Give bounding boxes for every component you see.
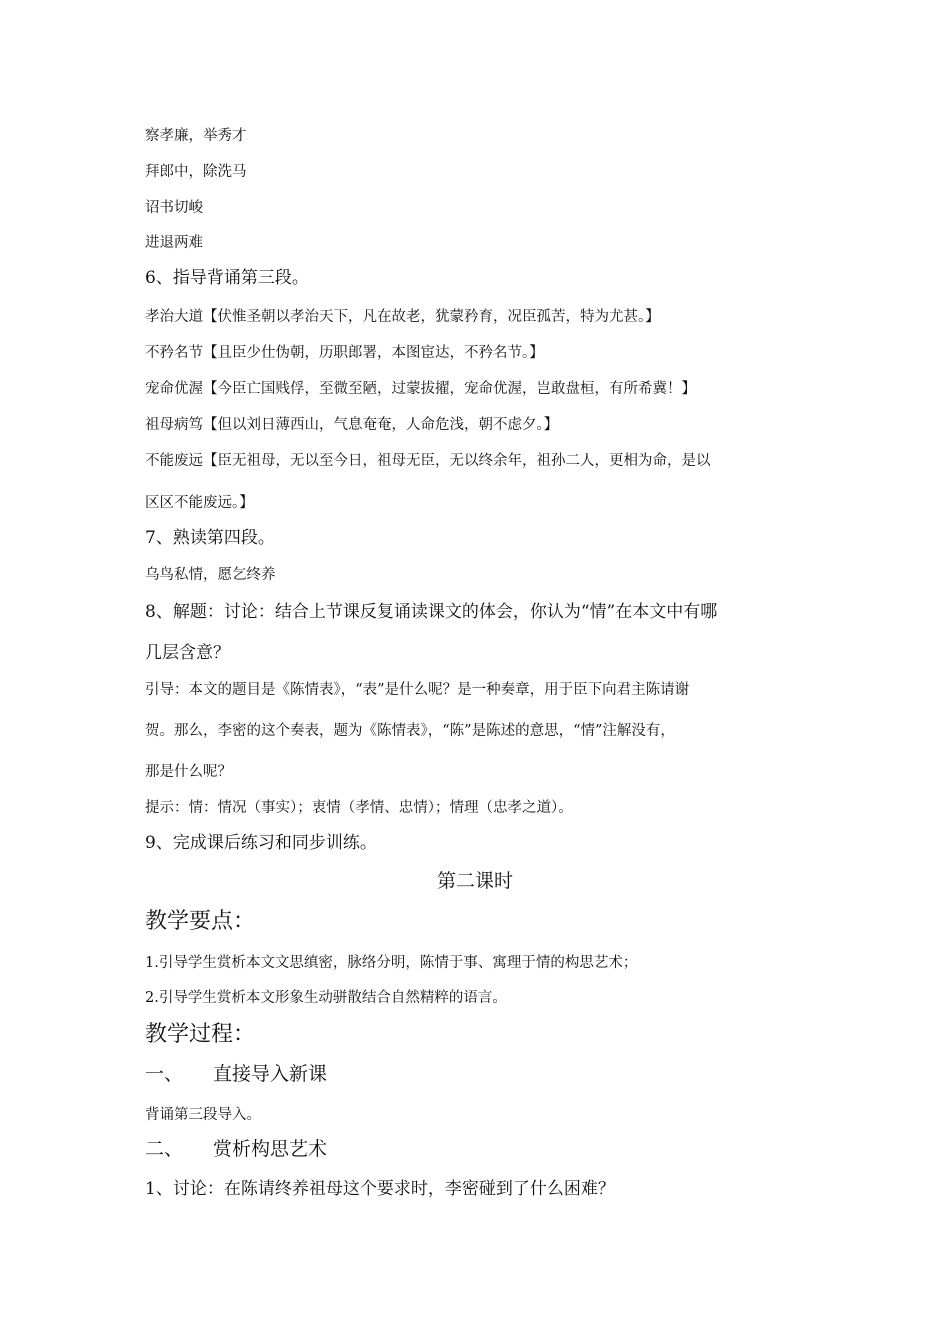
text-line: 提示：情：情况（事实）；衷情（孝情、忠情）；情理（忠孝之道）。: [145, 800, 573, 816]
text-line: 不能废远【臣无祖母，无以至今日，祖母无臣，无以终余年，祖孙二人，更相为命，是以: [145, 453, 711, 469]
step-heading: 8、解题：讨论：结合上节课反复诵读课文的体会，你认为“情”在本文中有哪: [145, 602, 718, 622]
step-heading: 7、熟读第四段。: [145, 528, 275, 548]
section-title: 赏析构思艺术: [213, 1138, 328, 1160]
step-heading: 9、完成课后练习和同步训练。: [145, 833, 377, 853]
text-line: 不矜名节【且臣少仕伪朝，历职郎署，本图宦达，不矜名节。】: [145, 345, 544, 361]
text-line: 乌鸟私情，愿乞终养: [145, 567, 276, 583]
section-number: 二、: [145, 1138, 184, 1160]
section-title: 直接导入新课: [213, 1063, 328, 1085]
text-line: 区区不能废远。】: [145, 495, 254, 511]
process-heading: 教学过程：: [145, 1022, 256, 1047]
key-point: 2.引导学生赏析本文形象生动骈散结合自然精粹的语言。: [145, 990, 507, 1006]
text-line: 引导：本文的题目是《陈情表》，“表”是什么呢？是一种奏章，用于臣下向君主陈请谢: [145, 682, 690, 698]
step-heading: 6、指导背诵第三段。: [145, 268, 309, 288]
section-heading-1: [145, 1065, 810, 1084]
text-line: 几层含意？: [145, 643, 230, 663]
key-point: 1.引导学生赏析本文文思缜密，脉络分明，陈情于事、寓理于情的构思艺术；: [145, 955, 638, 971]
step-heading: 1、讨论：在陈请终养祖母这个要求时，李密碰到了什么困难？: [145, 1179, 615, 1199]
text-line: 背诵第三段导入。: [145, 1107, 261, 1123]
text-line: 祖母病笃【但以刘日薄西山，气息奄奄，人命危浅，朝不虑夕。】: [145, 417, 559, 433]
text-line: 察孝廉，举秀才: [145, 128, 247, 144]
section-number: 一、: [145, 1063, 184, 1085]
text-line: 贺。那么，李密的这个奏表，题为《陈情表》，“陈”是陈述的意思，“情”注解没有，: [145, 723, 675, 739]
text-line: 拜郎中，除洗马: [145, 164, 247, 180]
text-line: 进退两难: [145, 235, 203, 251]
text-line: 孝治大道【伏惟圣朝以孝治天下，凡在故老，犹蒙矜育，况臣孤苦，特为尤甚。】: [145, 309, 660, 325]
section-heading-2: [145, 1140, 810, 1159]
text-line: 那是什么呢？: [145, 764, 232, 780]
text-line: 宠命优渥【今臣亡国贱俘，至微至陋，过蒙拔擢，宠命优渥，岂敢盘桓，有所希冀！】: [145, 381, 696, 397]
text-line: 诏书切峻: [145, 200, 203, 216]
key-points-heading: 教学要点：: [145, 909, 256, 934]
lesson-title: 第二课时: [436, 870, 513, 892]
